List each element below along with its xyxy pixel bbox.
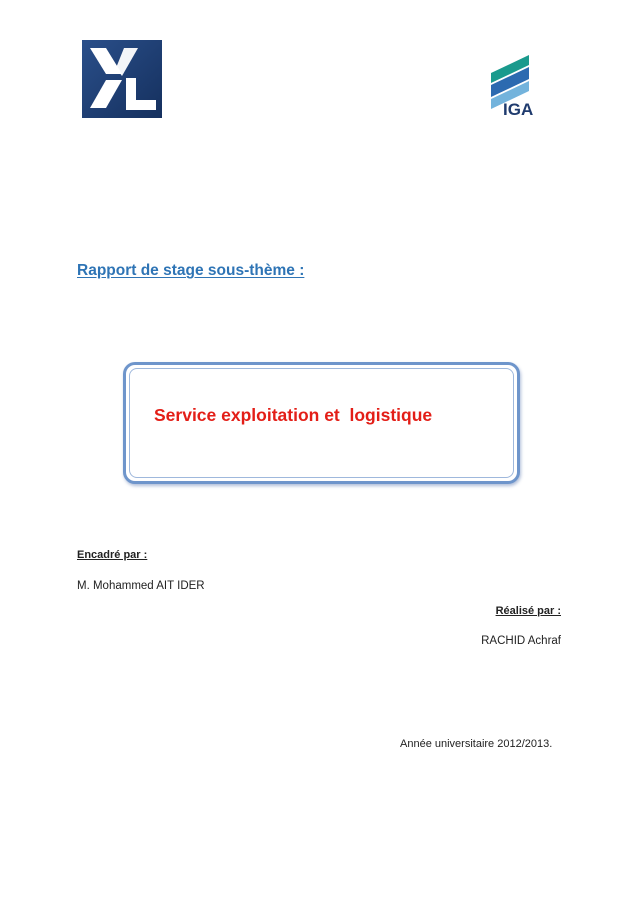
supervisor-name: M. Mohammed AIT IDER — [77, 580, 205, 592]
xl-logo-graphic — [82, 40, 162, 118]
iga-logo-text: IGA — [503, 100, 534, 119]
author-name: RACHID Achraf — [481, 635, 561, 647]
iga-logo-graphic — [489, 53, 545, 119]
theme-title: Service exploitation et logistique — [154, 405, 433, 425]
report-title: Rapport de stage sous-thème : — [77, 262, 305, 279]
author-label: Réalisé par : — [495, 605, 561, 617]
theme-box — [123, 362, 520, 484]
academic-year: Année universitaire 2012/2013. — [400, 738, 553, 750]
iga-logo — [489, 53, 545, 119]
supervisor-label: Encadré par : — [77, 549, 148, 561]
xl-logo — [82, 40, 162, 118]
